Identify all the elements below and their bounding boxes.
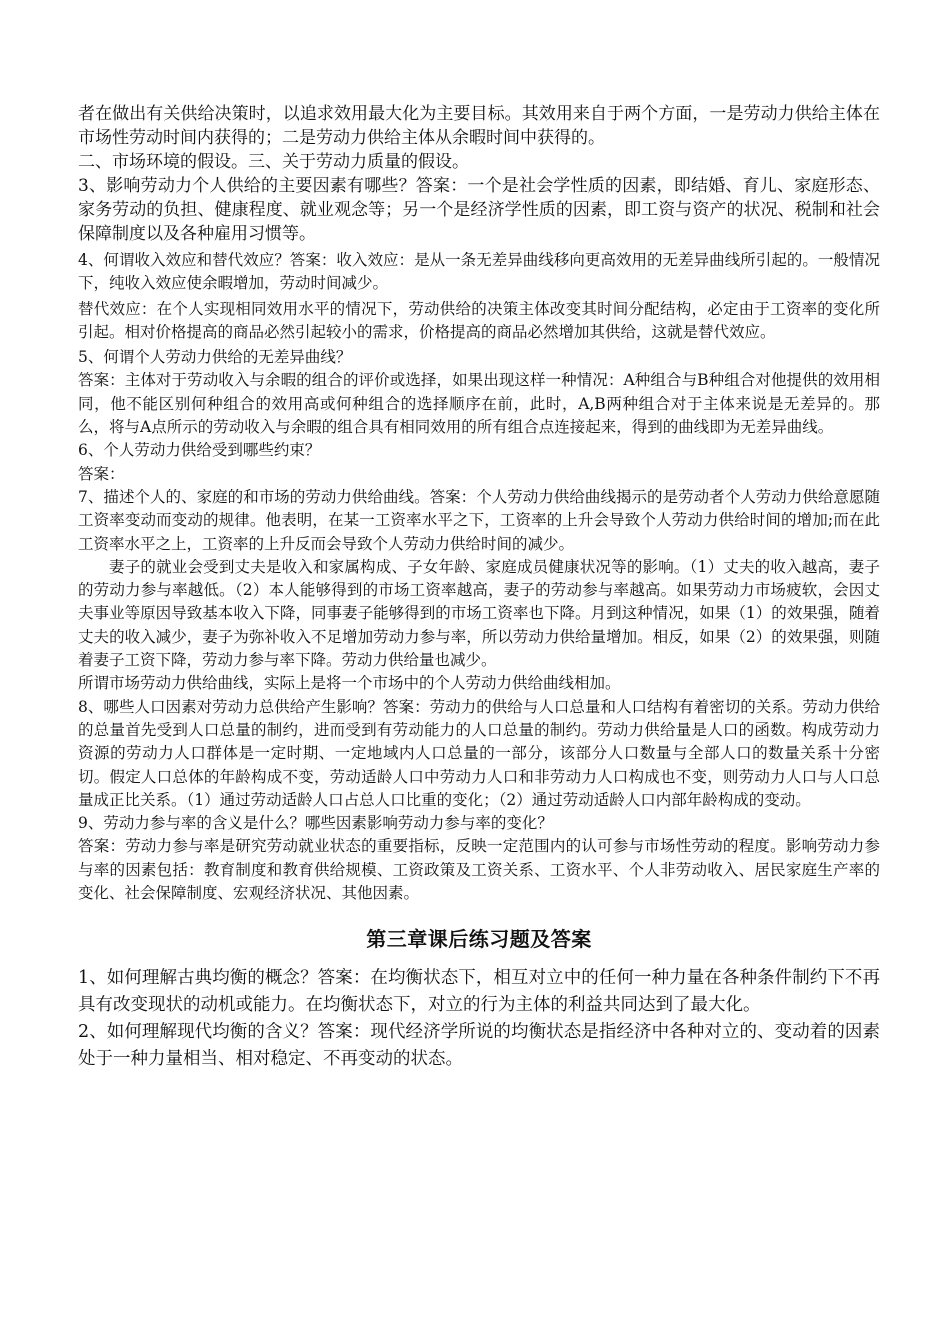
paragraph-question-8: 8、哪些人口因素对劳动力总供给产生影响？答案：劳动力的供给与人口总量和人口结构有着密切的关系。劳动力供给的总量首先受到人口总量的制约，进而受到有劳动能力的人口总量的制约。劳动力供给量是人口的函数。构成劳动力资源的劳动力人口群体是一定时期、一定地域内人口总量的一部分，该部分人口数量与全部人口的数量关系十分密切。假定人口总体的年龄构成不变，劳动适龄人口中劳动力人口和非劳动力人口构成也不变，则劳动力人口与人口总量成正比关系。（1）通过劳动适龄人口占总人口比重的变化；（2）通过劳动适龄人口内部年龄构成的变动。 <box>78 697 880 809</box>
paragraph-market-supply-curve: 所谓市场劳动力供给曲线，实际上是将一个市场中的个人劳动力供给曲线相加。 <box>78 674 621 693</box>
paragraph-answer-6: 答案： <box>78 464 125 483</box>
paragraph-ch3-question-1: 1、如何理解古典均衡的概念？答案：在均衡状态下，相互对立中的任何一种力量在各种条件制约下不再具有改变现状的动机或能力。在均衡状态下，对立的行为主体的利益共同达到了最大化。 <box>78 968 880 1016</box>
chapter-3-section <box>78 965 880 1073</box>
paragraph-question-6: 6、个人劳动力供给受到哪些约束？ <box>78 441 321 460</box>
document-page <box>78 102 880 1073</box>
paragraph-ch3-question-2: 2、如何理解现代均衡的含义？答案：现代经济学所说的均衡状态是指经济中各种对立的、变动着的因素处于一种力量相当、相对稳定、不再变动的状态。 <box>78 1022 880 1070</box>
paragraph-question-9: 9、劳动力参与率的含义是什么？哪些因素影响劳动力参与率的变化？ <box>78 814 553 833</box>
paragraph-utility-assumption: 者在做出有关供给决策时，以追求效用最大化为主要目标。其效用来自于两个方面，一是劳动力供给主体在市场性劳动时间内获得的；二是劳动力供给主体从余暇时间中获得的。 <box>78 104 880 148</box>
paragraph-question-7: 7、描述个人的、家庭的和市场的劳动力供给曲线。答案：个人劳动力供给曲线揭示的是劳动者个人劳动力供给意愿随工资率变动而变动的规律。他表明，在某一工资率水平之下，工资率的上升会导致个人劳动力供给时间的增加;而在此工资率水平之上，工资率的上升反而会导致个人劳动力供给时间的减少。 <box>78 487 880 553</box>
paragraph-question-4: 4、何谓收入效应和替代效应？答案：收入效应：是从一条无差异曲线移向更高效用的无差异曲线所引起的。一般情况下，纯收入效应使余暇增加，劳动时间减少。 <box>78 251 880 293</box>
paragraph-substitution-effect: 替代效应：在个人实现相同效用水平的情况下，劳动供给的决策主体改变其时间分配结构，必定由于工资率的变化所引起。相对价格提高的商品必然引起较小的需求，价格提高的商品必然增加其供给，这就是替代效应。 <box>78 299 880 341</box>
paragraph-wife-employment: 妻子的就业会受到丈夫是收入和家属构成、子女年龄、家庭成员健康状况等的影响。（1）丈夫的收入越高，妻子的劳动力参与率越低。（2）本人能够得到的市场工资率越高，妻子的劳动参与率越高。如果劳动力市场疲软，会因丈夫事业等原因导致基本收入下降，同事妻子能够得到的市场工资率也下降。月到这种情况，如果（1）的效果强，随着丈夫的收入减少，妻子为弥补收入不足增加劳动力参与率，所以劳动力供给量增加。相反，如果（2）的效果强，则随着妻子工资下降，劳动力参与率下降。劳动力供给量也减少。 <box>78 557 880 670</box>
chapter-3-title: 第三章课后练习题及答案 <box>366 927 592 952</box>
paragraph-answer-5: 答案：主体对于劳动收入与余暇的组合的评价或选择，如果出现这样一种情况：A种组合与B种组合对他提供的效用相同，他不能区别何种组合的效用高或何种组合的选择顺序在前，此时，A,B两种组合对于主体来说是无差异的。那么，将与A点所示的劳动收入与余暇的组合具有相同效用的所有组合点连接起来，得到的曲线即为无差异曲线。 <box>78 371 880 437</box>
paragraph-question-3: 3、影响劳动力个人供给的主要因素有哪些？答案：一个是社会学性质的因素，即结婚、育儿、家庭形态、家务劳动的负担、健康程度、就业观念等；另一个是经济学性质的因素，即工资与资产的状况、税制和社会保障制度以及各种雇用习惯等。 <box>78 176 880 244</box>
paragraph-question-5: 5、何谓个人劳动力供给的无差异曲线？ <box>78 348 352 367</box>
paragraph-market-assumptions: 二、市场环境的假设。三、关于劳动力质量的假设。 <box>78 152 469 172</box>
paragraph-answer-9: 答案：劳动力参与率是研究劳动就业状态的重要指标，反映一定范围内的认可参与市场性劳动的程度。影响劳动力参与率的因素包括：教育制度和教育供给规模、工资政策及工资关系、工资水平、个人非劳动收入、居民家庭生产率的变化、社会保障制度、宏观经济状况、其他因素。 <box>78 837 880 903</box>
